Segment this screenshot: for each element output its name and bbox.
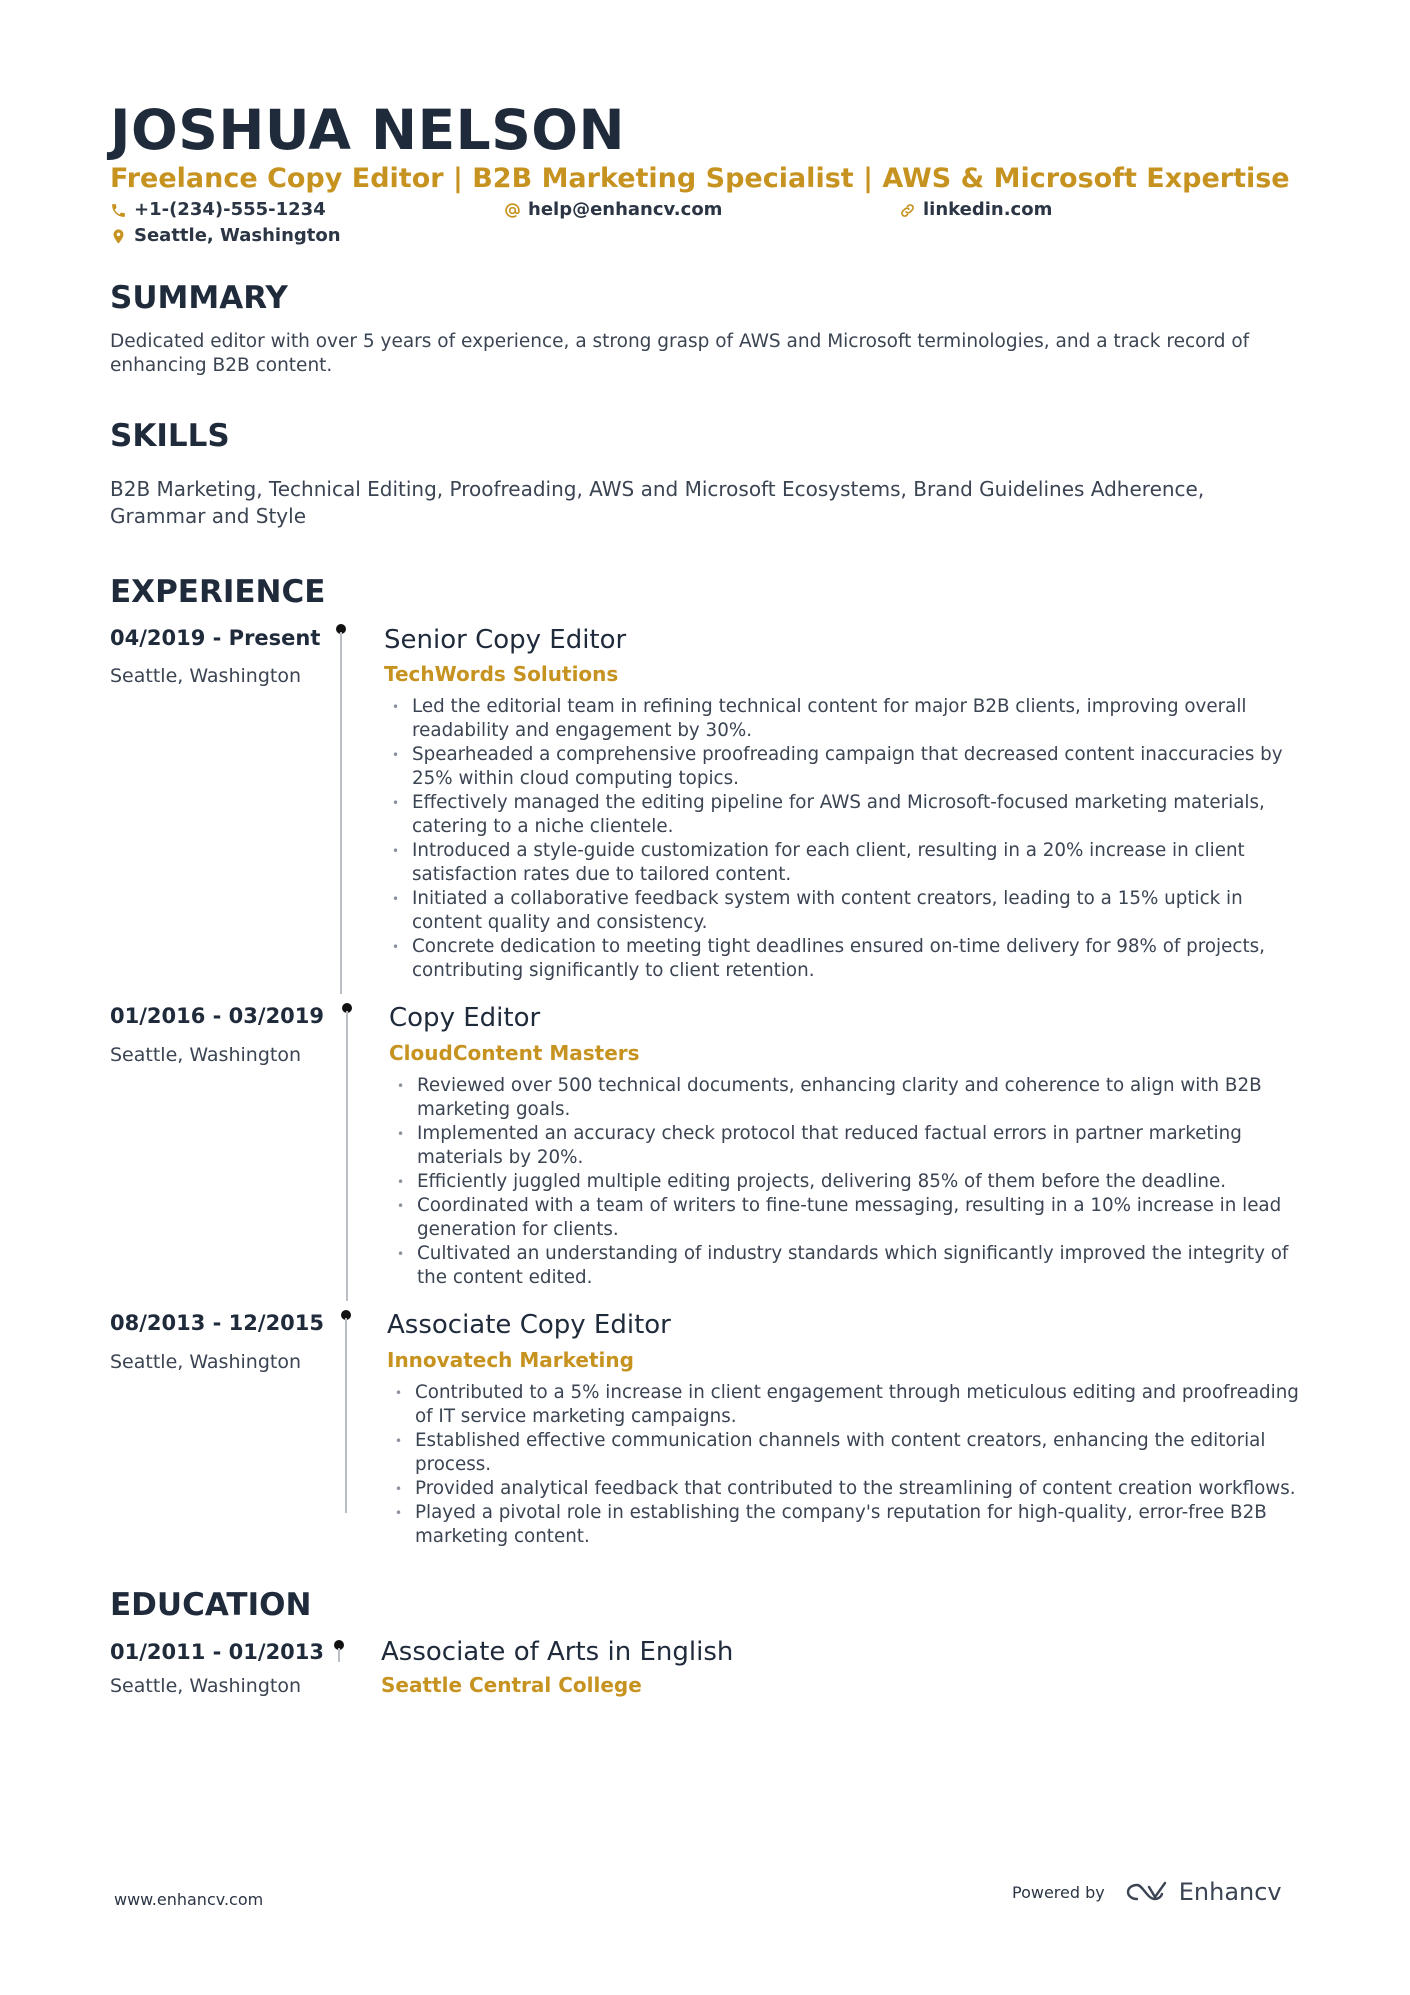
enhancv-logo[interactable] xyxy=(1123,1878,1282,1906)
education-location: Seattle, Washington xyxy=(110,1675,301,1697)
contact-linkedin[interactable] xyxy=(899,198,1052,222)
bullet-item: • Contributed to a 5% increase in client engagement through meticulous editing and proofreading of IT service marketing campaigns. xyxy=(393,1381,1310,1429)
contact-email[interactable] xyxy=(504,198,722,222)
job-bullets xyxy=(393,1381,1310,1549)
enhancv-logo-text: Enhancv xyxy=(1178,1878,1282,1906)
job-title: Senior Copy Editor xyxy=(384,625,627,655)
bullet-item: • Efficiently juggled multiple editing projects, delivering 85% of them before the deadline. xyxy=(395,1170,1310,1194)
job-location: Seattle, Washington xyxy=(110,1351,301,1373)
linkedin-text: linkedin.com xyxy=(923,199,1053,220)
bullet-item: • Introduced a style-guide customization for each client, resulting in a 20% increase in client satisfaction rates due to tailored content. xyxy=(390,839,1310,887)
job-title: Copy Editor xyxy=(389,1003,541,1033)
bullet-item: • Established effective communication channels with content creators, enhancing the editorial process. xyxy=(393,1429,1310,1477)
company-name: Innovatech Marketing xyxy=(387,1348,634,1372)
contact-phone[interactable] xyxy=(110,198,326,222)
school-name: Seattle Central College xyxy=(381,1673,642,1697)
at-icon xyxy=(504,202,521,219)
footer-branding xyxy=(1012,1878,1282,1906)
bullet-item: • Implemented an accuracy check protocol that reduced factual errors in partner marketing materials by 20%. xyxy=(395,1122,1310,1170)
bullet-item: • Provided analytical feedback that contributed to the streamlining of content creation workflows. xyxy=(393,1477,1310,1501)
company-name: CloudContent Masters xyxy=(389,1041,640,1065)
job-dates: 04/2019 - Present xyxy=(110,626,321,650)
education-title: EDUCATION xyxy=(110,1587,312,1623)
phone-text: +1-(234)-555-1234 xyxy=(134,199,326,220)
bullet-item: • Effectively managed the editing pipeline for AWS and Microsoft-focused marketing materials, catering to a niche clientele. xyxy=(390,791,1310,839)
powered-by-text: Powered by xyxy=(1012,1882,1105,1902)
job-bullets xyxy=(395,1074,1310,1290)
candidate-name: JOSHUA NELSON xyxy=(110,98,626,162)
summary-text: Dedicated editor with over 5 years of experience, a strong grasp of AWS and Microsoft terminologies, and a track record of enhancing B2B content. xyxy=(110,331,1250,376)
bullet-item: • Spearheaded a comprehensive proofreading campaign that decreased content inaccuracies by 25% within cloud computing topics. xyxy=(390,743,1310,791)
timeline-line xyxy=(346,1011,348,1301)
headline: Freelance Copy Editor | B2B Marketing Specialist | AWS & Microsoft Expertise xyxy=(110,163,1290,194)
location-pin-icon xyxy=(110,228,127,245)
job-dates: 08/2013 - 12/2015 xyxy=(110,1311,325,1335)
phone-icon xyxy=(110,202,127,219)
job-location: Seattle, Washington xyxy=(110,665,301,687)
company-name: TechWords Solutions xyxy=(384,662,619,686)
bullet-item: • Cultivated an understanding of industry standards which significantly improved the integrity of the content edited. xyxy=(395,1242,1310,1290)
bullet-item: • Coordinated with a team of writers to fine-tune messaging, resulting in a 10% increase in lead generation for clients. xyxy=(395,1194,1310,1242)
bullet-item: • Concrete dedication to meeting tight deadlines ensured on-time delivery for 98% of projects, contributing significantly to client retention. xyxy=(390,935,1310,983)
bullet-item: • Played a pivotal role in establishing the company's reputation for high-quality, error-free B2B marketing content. xyxy=(393,1501,1310,1549)
timeline-line xyxy=(345,1318,347,1513)
link-icon xyxy=(899,202,916,219)
timeline-line xyxy=(340,632,342,994)
skills-title: SKILLS xyxy=(110,418,230,454)
location-text: Seattle, Washington xyxy=(134,225,341,246)
job-location: Seattle, Washington xyxy=(110,1044,301,1066)
job-title: Associate Copy Editor xyxy=(387,1310,671,1340)
education-dates: 01/2011 - 01/2013 xyxy=(110,1640,325,1664)
degree-title: Associate of Arts in English xyxy=(381,1637,734,1667)
footer-website[interactable]: www.enhancv.com xyxy=(114,1890,264,1909)
contact-location xyxy=(110,224,341,248)
bullet-item: • Led the editorial team in refining technical content for major B2B clients, improving overall readability and engagement by 30%. xyxy=(390,695,1310,743)
email-text: help@enhancv.com xyxy=(528,199,723,220)
timeline-line xyxy=(338,1648,340,1662)
enhancv-logo-icon xyxy=(1123,1879,1171,1905)
bullet-item: • Reviewed over 500 technical documents, enhancing clarity and coherence to align with B2B marketing goals. xyxy=(395,1074,1310,1122)
job-dates: 01/2016 - 03/2019 xyxy=(110,1004,325,1028)
summary-title: SUMMARY xyxy=(110,280,288,316)
skills-text: B2B Marketing, Technical Editing, Proofreading, AWS and Microsoft Ecosystems, Brand Guidelines Adherence, Grammar and Style xyxy=(110,477,1205,528)
experience-title: EXPERIENCE xyxy=(110,574,326,610)
job-bullets xyxy=(390,695,1310,983)
bullet-item: • Initiated a collaborative feedback system with content creators, leading to a 15% uptick in content quality and consistency. xyxy=(390,887,1310,935)
